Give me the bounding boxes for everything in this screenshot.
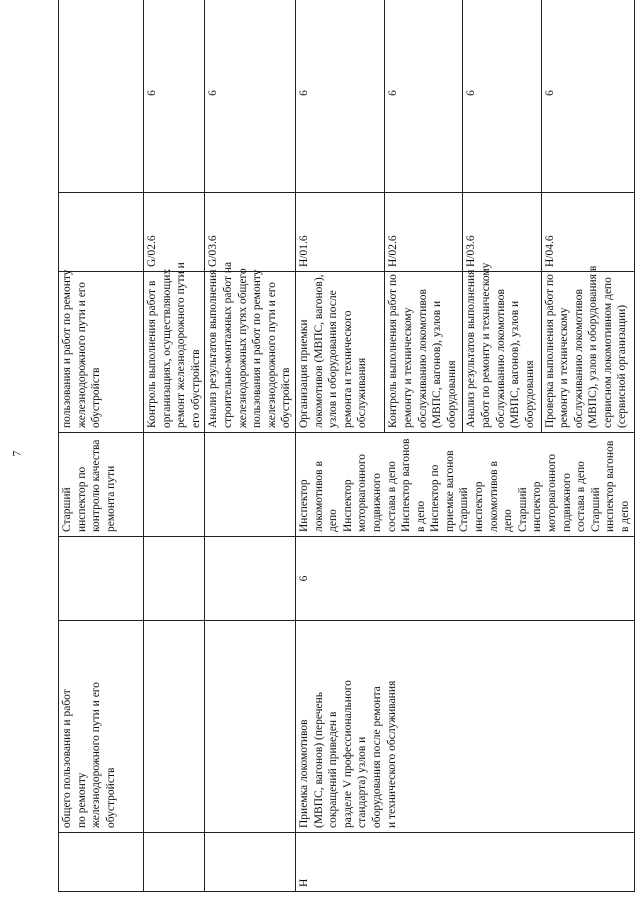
positions-cell — [205, 433, 296, 537]
qualification-level-cell: 6 — [295, 537, 634, 621]
labor-function-level-cell: 6 — [541, 0, 634, 193]
labor-function-cell: пользования и работ по ремонту железнодорожного пути и его обустройств — [59, 272, 144, 433]
function-name-cell: общего пользования и работ по ремонту железнодорожного пути и его обустройств — [59, 621, 144, 833]
labor-function-level-cell: 6 — [295, 0, 384, 193]
functions-table — [58, 0, 635, 892]
function-code-cell: H — [295, 833, 634, 892]
positions-cell: Инспектор локомотивов в депо Инспектор моторвагонного подвижного состава в депо Инспектор вагонов в депо Инспектор по приемке вагонов Старший инспектор локомотивов в депо Старший инспектор моторвагонного подвижного состава в депо Старший инспектор вагонов в депо — [295, 433, 634, 537]
labor-function-level-cell: 6 — [144, 0, 205, 193]
labor-function-level-cell: 6 — [463, 0, 541, 193]
page-number: 7 — [9, 450, 24, 457]
labor-function-code-cell — [59, 193, 144, 272]
labor-function-level-cell: 6 — [385, 0, 463, 193]
positions-cell: Старший инспектор по контролю качества ремонта пути — [59, 433, 144, 537]
labor-function-code-cell: H/04.6 — [541, 193, 634, 272]
labor-function-cell: Контроль выполнения работ по ремонту и техническому обслуживанию локомотивов (МВПС, вагонов), узлов и оборудования — [385, 272, 463, 433]
table-row — [59, 0, 144, 892]
qualification-level-cell — [205, 537, 296, 621]
rotated-table-container — [58, 57, 631, 892]
function-code-cell — [144, 833, 205, 892]
labor-function-code-cell: H/01.6 — [295, 193, 384, 272]
labor-function-code-cell: H/03.6 — [463, 193, 541, 272]
function-name-cell — [144, 621, 205, 833]
qualification-level-cell — [59, 537, 144, 621]
labor-function-code-cell: G/03.6 — [205, 193, 296, 272]
function-name-cell: Приемка локомотивов (МВПС, вагонов) (перечень сокращений приведен в разделе V профессионального стандарта) узлов и оборудования после ремонта и технического обслуживания — [295, 621, 634, 833]
labor-function-cell: Анализ результатов выполнения работ по ремонту и техническому обслуживанию локомотивов (МВПС, вагонов), узлов и оборудования — [463, 272, 541, 433]
function-code-cell — [59, 833, 144, 892]
function-code-cell — [205, 833, 296, 892]
labor-function-cell: Анализ результатов выполнения строительно-монтажных работ на железнодорожных путях общего пользования и работ по ремонту железнодорожного пути и его обустройств — [205, 272, 296, 433]
labor-function-cell: Контроль выполнения работ в организациях, осуществляющих ремонт железнодорожного пути и его обустройств — [144, 272, 205, 433]
table-row — [144, 0, 205, 892]
qualification-level-cell — [144, 537, 205, 621]
labor-function-code-cell: H/02.6 — [385, 193, 463, 272]
table-row — [205, 0, 296, 892]
labor-function-cell: Организация приемки локомотивов (МВПС, вагонов), узлов и оборудования после ремонта и технического обслуживания — [295, 272, 384, 433]
labor-function-level-cell: 6 — [205, 0, 296, 193]
table-row — [295, 0, 384, 892]
positions-cell — [144, 433, 205, 537]
labor-function-level-cell — [59, 0, 144, 193]
labor-function-cell: Проверка выполнения работ по ремонту и техническому обслуживанию локомотивов (МВПС), узлов и оборудования в сервисном локомотивном депо (сервисной организации) — [541, 272, 634, 433]
function-name-cell — [205, 621, 296, 833]
labor-function-code-cell: G/02.6 — [144, 193, 205, 272]
